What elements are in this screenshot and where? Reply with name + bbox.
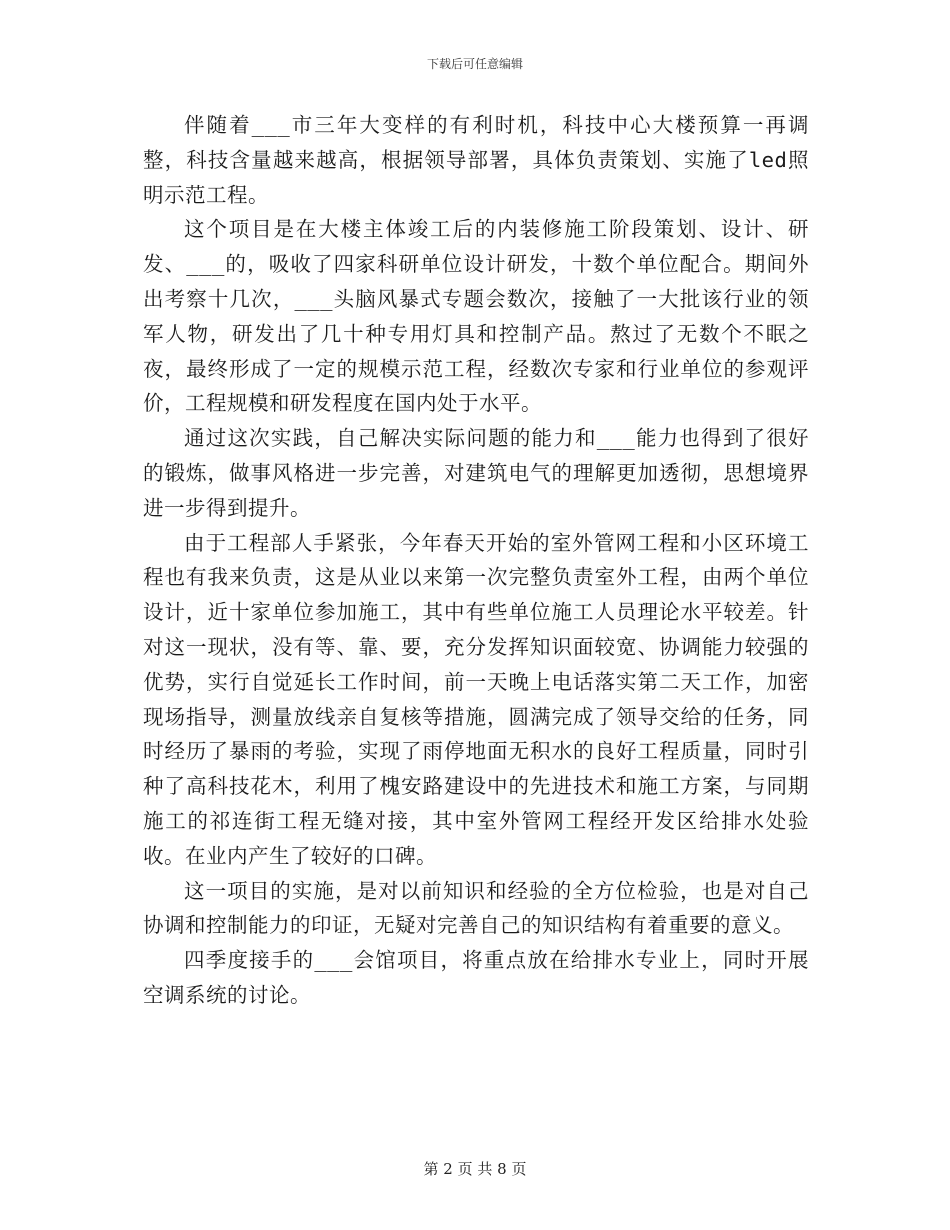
paragraph-2: 这个项目是在大楼主体竣工后的内装修施工阶段策划、设计、研发、___的，吸收了四家科研单位设计研发，十数个单位配合。期间外出考察十几次，___头脑风暴式专题会数次，接触了一大批该行业的领军人物，研发出了几十种专用灯具和控制产品。熬过了无数个不眠之夜，最终形成了一定的规模示范工程，经数次专家和行业单位的参观评价，工程规模和研发程度在国内处于水平。 (143, 217, 809, 416)
paragraph-4: 由于工程部人手紧张，今年春天开始的室外管网工程和小区环境工程也有我来负责，这是从业以来第一次完整负责室外工程，由两个单位设计，近十家单位参加施工，其中有些单位施工人员理论水平较差。针对这一现状，没有等、靠、要，充分发挥知识面较宽、协调能力较强的优势，实行自觉延长工作时间，前一天晚上电话落实第二天工作，加密现场指导，测量放线亲自复核等措施，圆满完成了领导交给的任务，同时经历了暴雨的考验，实现了雨停地面无积水的良好工程质量，同时引种了高科技花木，利用了槐安路建设中的先进技术和施工方案，与同期施工的祁连街工程无缝对接，其中室外管网工程经开发区给排水处验收。在业内产生了较好的口碑。 (143, 530, 809, 868)
page-number-footer: 第 2 页 共 8 页 (423, 1160, 527, 1178)
paragraph-1: 伴随着___市三年大变样的有利时机，科技中心大楼预算一再调整，科技含量越来越高，根据领导部署，具体负责策划、实施了led照明示范工程。 (143, 113, 809, 207)
paragraph-3: 通过这次实践，自己解决实际问题的能力和___能力也得到了很好的锻炼，做事风格进一步完善，对建筑电气的理解更加透彻，思想境界进一步得到提升。 (143, 426, 809, 520)
page-header-note: 下载后可任意编辑 (426, 57, 523, 71)
paragraph-6: 四季度接手的___会馆项目，将重点放在给排水专业上，同时开展空调系统的讨论。 (143, 948, 809, 1007)
paragraph-5: 这一项目的实施，是对以前知识和经验的全方位检验，也是对自己协调和控制能力的印证，无疑对完善自己的知识结构有着重要的意义。 (143, 878, 809, 938)
document-body (143, 108, 809, 1013)
